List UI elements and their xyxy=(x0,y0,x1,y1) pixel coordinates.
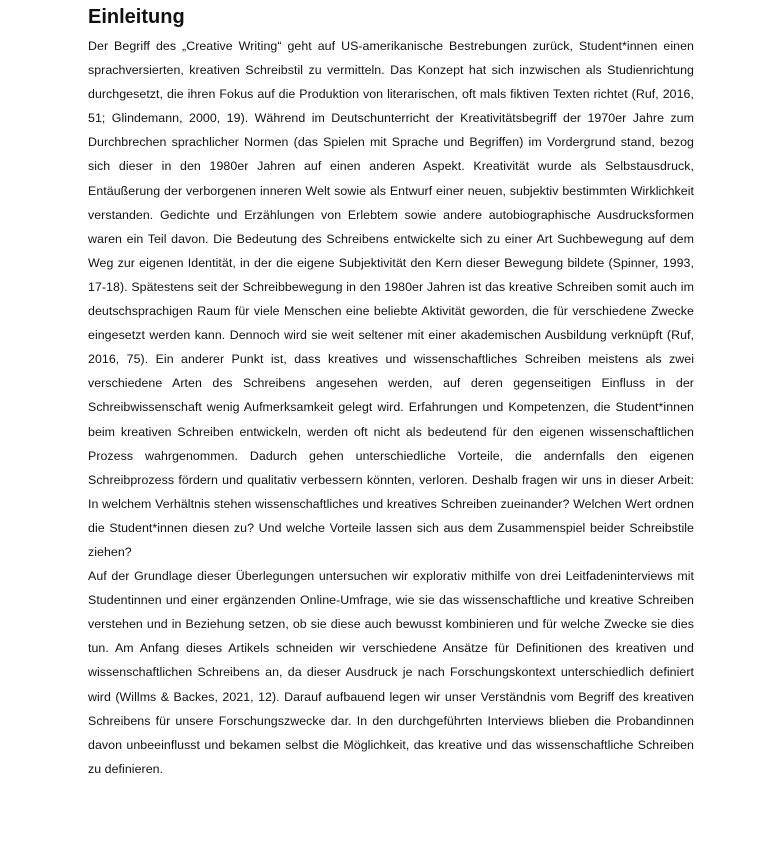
document-page xyxy=(88,0,694,781)
section-heading: Einleitung xyxy=(88,6,185,28)
paragraph-2: Auf der Grundlage dieser Überlegungen untersuchen wir explorativ mithilfe von drei Leitfadeninterviews mit Studentinnen und einer ergänzenden Online-Umfrage, wie sie das wissenschaftliche und kreative Schreiben verstehen und in Beziehung setzen, ob sie diese auch bewusst kombinieren und für welche Zwecke sie dies tun. Am Anfang dieses Artikels schneiden wir verschiedene Ansätze für Definitionen des kreativen und wissenschaftlichen Schreibens an, da dieser Ausdruck je nach Forschungskontext unterschiedlich definiert wird (Willms & Backes, 2021, 12). Darauf aufbauend legen wir unser Verständnis vom Begriff des kreativen Schreibens für unsere Forschungszwecke dar. In den durchgeführten Interviews blieben die Probandinnen davon unbeeinflusst und bekamen selbst die Möglichkeit, das kreative und das wissenschaftliche Schreiben zu definieren. xyxy=(88,569,694,776)
paragraph-1: Der Begriff des „Creative Writing“ geht auf US-amerikanische Bestrebungen zurück, Student*innen einen sprachversierten, kreativen Schreibstil zu vermitteln. Das Konzept hat sich inzwischen als Studienrichtung durchgesetzt, die ihren Fokus auf die Produktion von literarischen, oft mals fiktiven Texten richtet (Ruf, 2016, 51; Glindemann, 2000, 19). Während im Deutschunterricht der Kreativitätsbegriff der 1970er Jahre zum Durchbrechen sprachlicher Normen (das Spielen mit Sprache und Begriffen) im Vordergrund stand, bezog sich dieser in den 1980er Jahren auf einen anderen Aspekt. Kreativität wurde als Selbstausdruck, Entäußerung der verborgenen inneren Welt sowie als Entwurf einer neuen, subjektiv bestimmten Wirklichkeit verstanden. Gedichte und Erzählungen von Erlebtem sowie andere autobiographische Ausdrucksformen waren ein Teil davon. Die Bedeutung des Schreibens entwickelte sich zu einer Art Suchbewegung auf dem Weg zur eigenen Identität, in der die eigene Subjektivität den Kern dieser Bewegung bildete (Spinner, 1993, 17-18). Spätestens seit der Schreibbewegung in den 1980er Jahren ist das kreative Schreiben somit auch im deutschsprachigen Raum für viele Menschen eine beliebte Aktivität geworden, die für verschiedene Zwecke eingesetzt werden kann. Dennoch wird sie weit seltener mit einer akademischen Ausbildung verknüpft (Ruf, 2016, 75). Ein anderer Punkt ist, dass kreatives und wissenschaftliches Schreiben meistens als zwei verschiedene Arten des Schreibens angesehen werden, auf deren gegenseitigen Einfluss in der Schreibwissenschaft wenig Aufmerksamkeit gelegt wird. Erfahrungen und Kompetenzen, die Student*innen beim kreativen Schreiben entwickeln, werden oft nicht als bedeutend für den eigenen wissenschaftlichen Prozess wahrgenommen. Dadurch gehen unterschiedliche Vorteile, die andernfalls den eigenen Schreibprozess fördern und qualitativ verbessern könnten, verloren. Deshalb fragen wir uns in dieser Arbeit: In welchem Verhältnis stehen wissenschaftliches und kreatives Schreiben zueinander? Welchen Wert ordnen die Student*innen diesen zu? Und welche Vorteile lassen sich aus dem Zusammenspiel beider Schreibstile ziehen? xyxy=(88,39,694,559)
